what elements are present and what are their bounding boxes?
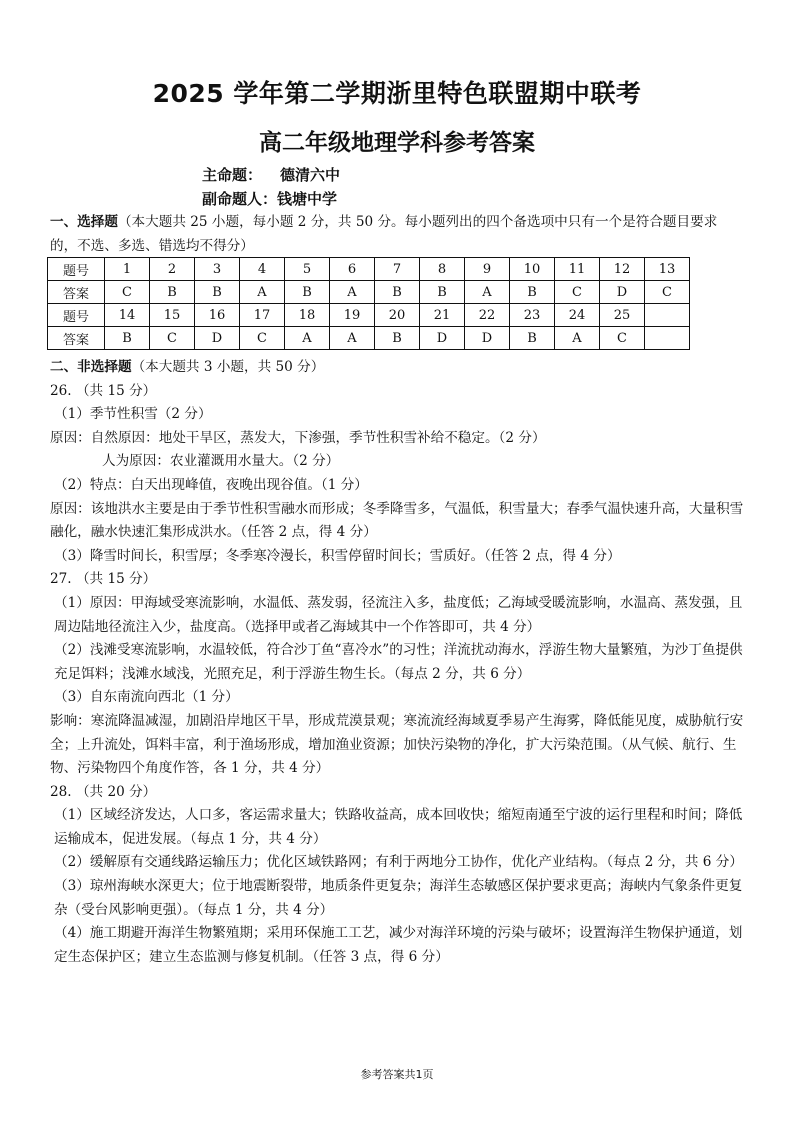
co-author [202,188,337,209]
answer-line: 28. （共 20 分） [50,783,157,800]
section-2-heading: 二、非选择题 [50,359,132,375]
answer-table-cell: D [420,327,465,350]
answer-table-cell: A [240,281,285,304]
answer-table-cell: 14 [105,304,150,327]
answer-table-row-label: 题号 [48,304,105,327]
main-author [202,164,340,185]
answer-table-cell: 16 [195,304,240,327]
answer-table-row-label: 题号 [48,258,105,281]
answer-line: （2）缓解原有交通线路运输压力；优化区域铁路网；有利于两地分工协作，优化产业结构。（每点 2 分，共 6 分） [54,854,743,871]
answer-table-cell: A [330,327,375,350]
answer-table-cell [645,327,690,350]
answer-table-cell: 15 [150,304,195,327]
author-label: 主命题： [202,166,263,184]
answer-table-row-label: 答案 [48,327,105,350]
answer-table-row [48,327,690,350]
section-1-heading: 一、选择题 [50,214,118,230]
answer-table-cell: D [195,327,240,350]
answer-table-cell: B [195,281,240,304]
page-footer: 参考答案共1页 [360,1068,434,1081]
answer-table-cell: 25 [600,304,645,327]
answer-table-cell: 12 [600,258,645,281]
answer-line: （1）原因：甲海域受寒流影响，水温低、蒸发弱，径流注入多，盐度低；乙海域受暖流影响，水温高、蒸发强，且周边陆地径流注入少，盐度高。（选择甲或者乙海域其中一个作答即可，共 4 分） [54,594,743,635]
answer-line: （1）季节性积雪（2 分） [54,406,212,423]
answer-line: 影响：寒流降温减湿，加剧沿岸地区干旱，形成荒漠景观；寒流流经海域夏季易产生海雾，降低能见度，威胁航行安全；上升流处，饵料丰富，利于渔场形成，增加渔业资源；加快污染物的净化，扩大污染范围。（从气候、航行、生物、污染物四个角度作答，各 1 分，共 4 分） [50,712,744,777]
answer-table-cell: A [285,327,330,350]
answer-table-cell [645,304,690,327]
answer-table-cell: 22 [465,304,510,327]
answer-table-cell: 8 [420,258,465,281]
answer-line: （3）降雪时间长，积雪厚；冬季寒冷漫长，积雪停留时间长；雪质好。（任答 2 点，得 4 分） [54,547,621,564]
page-subtitle: 高二年级地理学科参考答案 [259,130,535,156]
answer-table-cell: A [555,327,600,350]
answer-table-cell: B [150,281,195,304]
answer-table-row [48,304,690,327]
answer-table-cell: A [465,281,510,304]
answer-table [47,257,690,350]
answer-line: （3）自东南流向西北（1 分） [54,689,239,706]
answer-line: （1）区域经济发达，人口多，客运需求量大；铁路收益高，成本回收快；缩短南通至宁波的运行里程和时间；降低运输成本，促进发展。（每点 1 分，共 4 分） [54,807,743,847]
answer-table-cell: 7 [375,258,420,281]
answer-table-row [48,258,690,281]
answer-table-row [48,281,690,304]
answer-table-cell: 11 [555,258,600,281]
answer-table-cell: A [330,281,375,304]
answer-table-cell: 6 [330,258,375,281]
section-1-intro [50,210,744,258]
answer-table-cell: 1 [105,258,150,281]
coauthor-label: 副命题人： [202,190,278,208]
coauthor-name: 钱塘中学 [277,190,338,208]
section-2-intro [50,356,744,380]
answer-table-cell: B [420,281,465,304]
answer-table-cell: 18 [285,304,330,327]
answer-line: （2）浅滩受寒流影响，水温较低，符合沙丁鱼“喜冷水”的习性；洋流扰动海水，浮游生物大量繁殖，为沙丁鱼提供充足饵料；浅滩水域浅，光照充足，利于浮游生物生长。（每点 2 分，共 6 分） [54,642,743,682]
answer-table-cell: B [375,327,420,350]
answer-table-cell: B [375,281,420,304]
answer-line: 人为原因：农业灌溉用水量大。（2 分） [102,453,340,470]
answer-line: 原因：该地洪水主要是由于季节性积雪融水而形成；冬季降雪多，气温低，积雪量大；春季气温快速升高，大量积雪融化，融水快速汇集形成洪水。（任答 2 点，得 4 分） [50,500,744,541]
answer-table-cell: 19 [330,304,375,327]
answer-line: 26. （共 15 分） [50,382,157,399]
answer-table-cell: 10 [510,258,555,281]
answer-table-cell: C [240,327,285,350]
answer-table-cell: 17 [240,304,285,327]
answer-table-cell: C [600,327,645,350]
answer-table-cell: B [510,281,555,304]
answer-table-cell: 3 [195,258,240,281]
answer-line: （2）特点：白天出现峰值，夜晚出现谷值。（1 分） [54,476,368,493]
answer-table-cell: C [645,281,690,304]
answer-table-cell: 20 [375,304,420,327]
answer-table-cell: 9 [465,258,510,281]
answer-table-cell: C [150,327,195,350]
answer-table-cell: 13 [645,258,690,281]
answer-table-cell: 5 [285,258,330,281]
author-name: 德清六中 [280,166,341,184]
answer-table-cell: 4 [240,258,285,281]
page-title: 2025 学年第二学期浙里特色联盟期中联考 [152,79,642,108]
answer-line: （3）琼州海峡水深更大；位于地震断裂带，地质条件更复杂；海洋生态敏感区保护要求更高；海峡内气象条件更复杂（受台风影响更强）。（每点 1 分，共 4 分） [54,878,743,918]
section-2 [50,356,744,969]
answer-table-cell: 23 [510,304,555,327]
answer-table-row-label: 答案 [48,281,105,304]
section-2-desc: （本大题共 3 小题，共 50 分） [131,359,325,375]
answer-table-cell: B [105,327,150,350]
answer-line: 27. （共 15 分） [50,571,157,588]
answer-table-cell: C [105,281,150,304]
answer-line: （4）施工期避开海洋生物繁殖期；采用环保施工工艺，减少对海洋环境的污染与破坏；设置海洋生物保护通道，划定生态保护区；建立生态监测与修复机制。（任答 3 点，得 6 分） [54,925,743,965]
answer-table-cell: B [510,327,555,350]
answer-table-cell: D [600,281,645,304]
section-1-desc: （本大题共 25 小题，每小题 2 分，共 50 分。每小题列出的四个备选项中只有一个是符合题目要求的，不选、多选、错选均不得分） [50,214,718,254]
answer-table-cell: 21 [420,304,465,327]
answer-table-cell: D [465,327,510,350]
answer-table-cell: B [285,281,330,304]
answer-table-cell: 24 [555,304,600,327]
answer-line: 原因：自然原因：地处干旱区，蒸发大，下渗强，季节性积雪补给不稳定。（2 分） [50,429,546,446]
answer-table-cell: C [555,281,600,304]
answer-table-cell: 2 [150,258,195,281]
